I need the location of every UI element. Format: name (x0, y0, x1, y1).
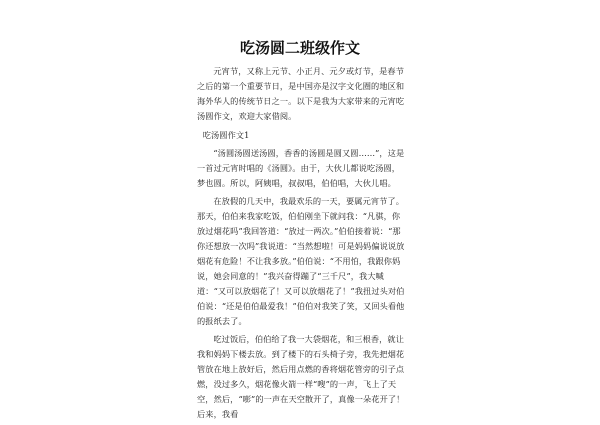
essay-paragraph: “汤圆汤圆送汤圆，香香的汤圆是圆又圆……”，这是一首过元宵时唱的《汤圆》。由于，大伙儿都说吃汤圆，梦也圆。所以，阿姨唱，叔叔唱，伯伯唱，大伙儿唱。 (197, 148, 405, 188)
essay-paragraph: 在放假的几天中，我最欢乐的一天，要属元宵节了。那天，伯伯来我家吃饭，伯伯刚坐下就问我：“凡骐，你放过烟花吗”我回答道：“放过一两次。”伯伯接着说：“那你还想放一次吗”我说道：“当然想啦！可是妈妈偏说说放烟花有危险！不让我多放。”伯伯说：“不用怕，我跟你妈说，她会同意的！”我兴奋得蹦了“三千尺”，我大喊道：“又可以放烟花了！又可以放烟花了！”我扭过头对伯伯说：“还是伯伯最爱我！”伯伯对我笑了笑，又回头看他的报纸去了。 (197, 196, 405, 326)
essay-heading: 吃汤圆作文1 (202, 130, 250, 140)
document-body (197, 64, 408, 425)
document-title: 吃汤圆二班级作文 (239, 39, 360, 57)
intro-paragraph: 元宵节，又称上元节、小正月、元夕或灯节，是春节之后的第一个重要节日，是中国亦是汉字文化圈的地区和海外华人的传统节日之一。以下是我为大家带来的元宵吃汤圆作文，欢迎大家借阅。 (197, 66, 405, 121)
essay-paragraph: 吃过饭后，伯伯给了我一大袋烟花，和三根香，就让我和妈妈下楼去放。到了楼下的石头椅子旁，我先把烟花管放在地上放好后，然后用点燃的香将烟花管旁的引子点燃，没过多久，烟花像火箭一样“嗖”的一声，飞上了天空，然后，“嘭”的一声在天空散开了，真像一朵花开了！后来，我看 (197, 334, 405, 419)
